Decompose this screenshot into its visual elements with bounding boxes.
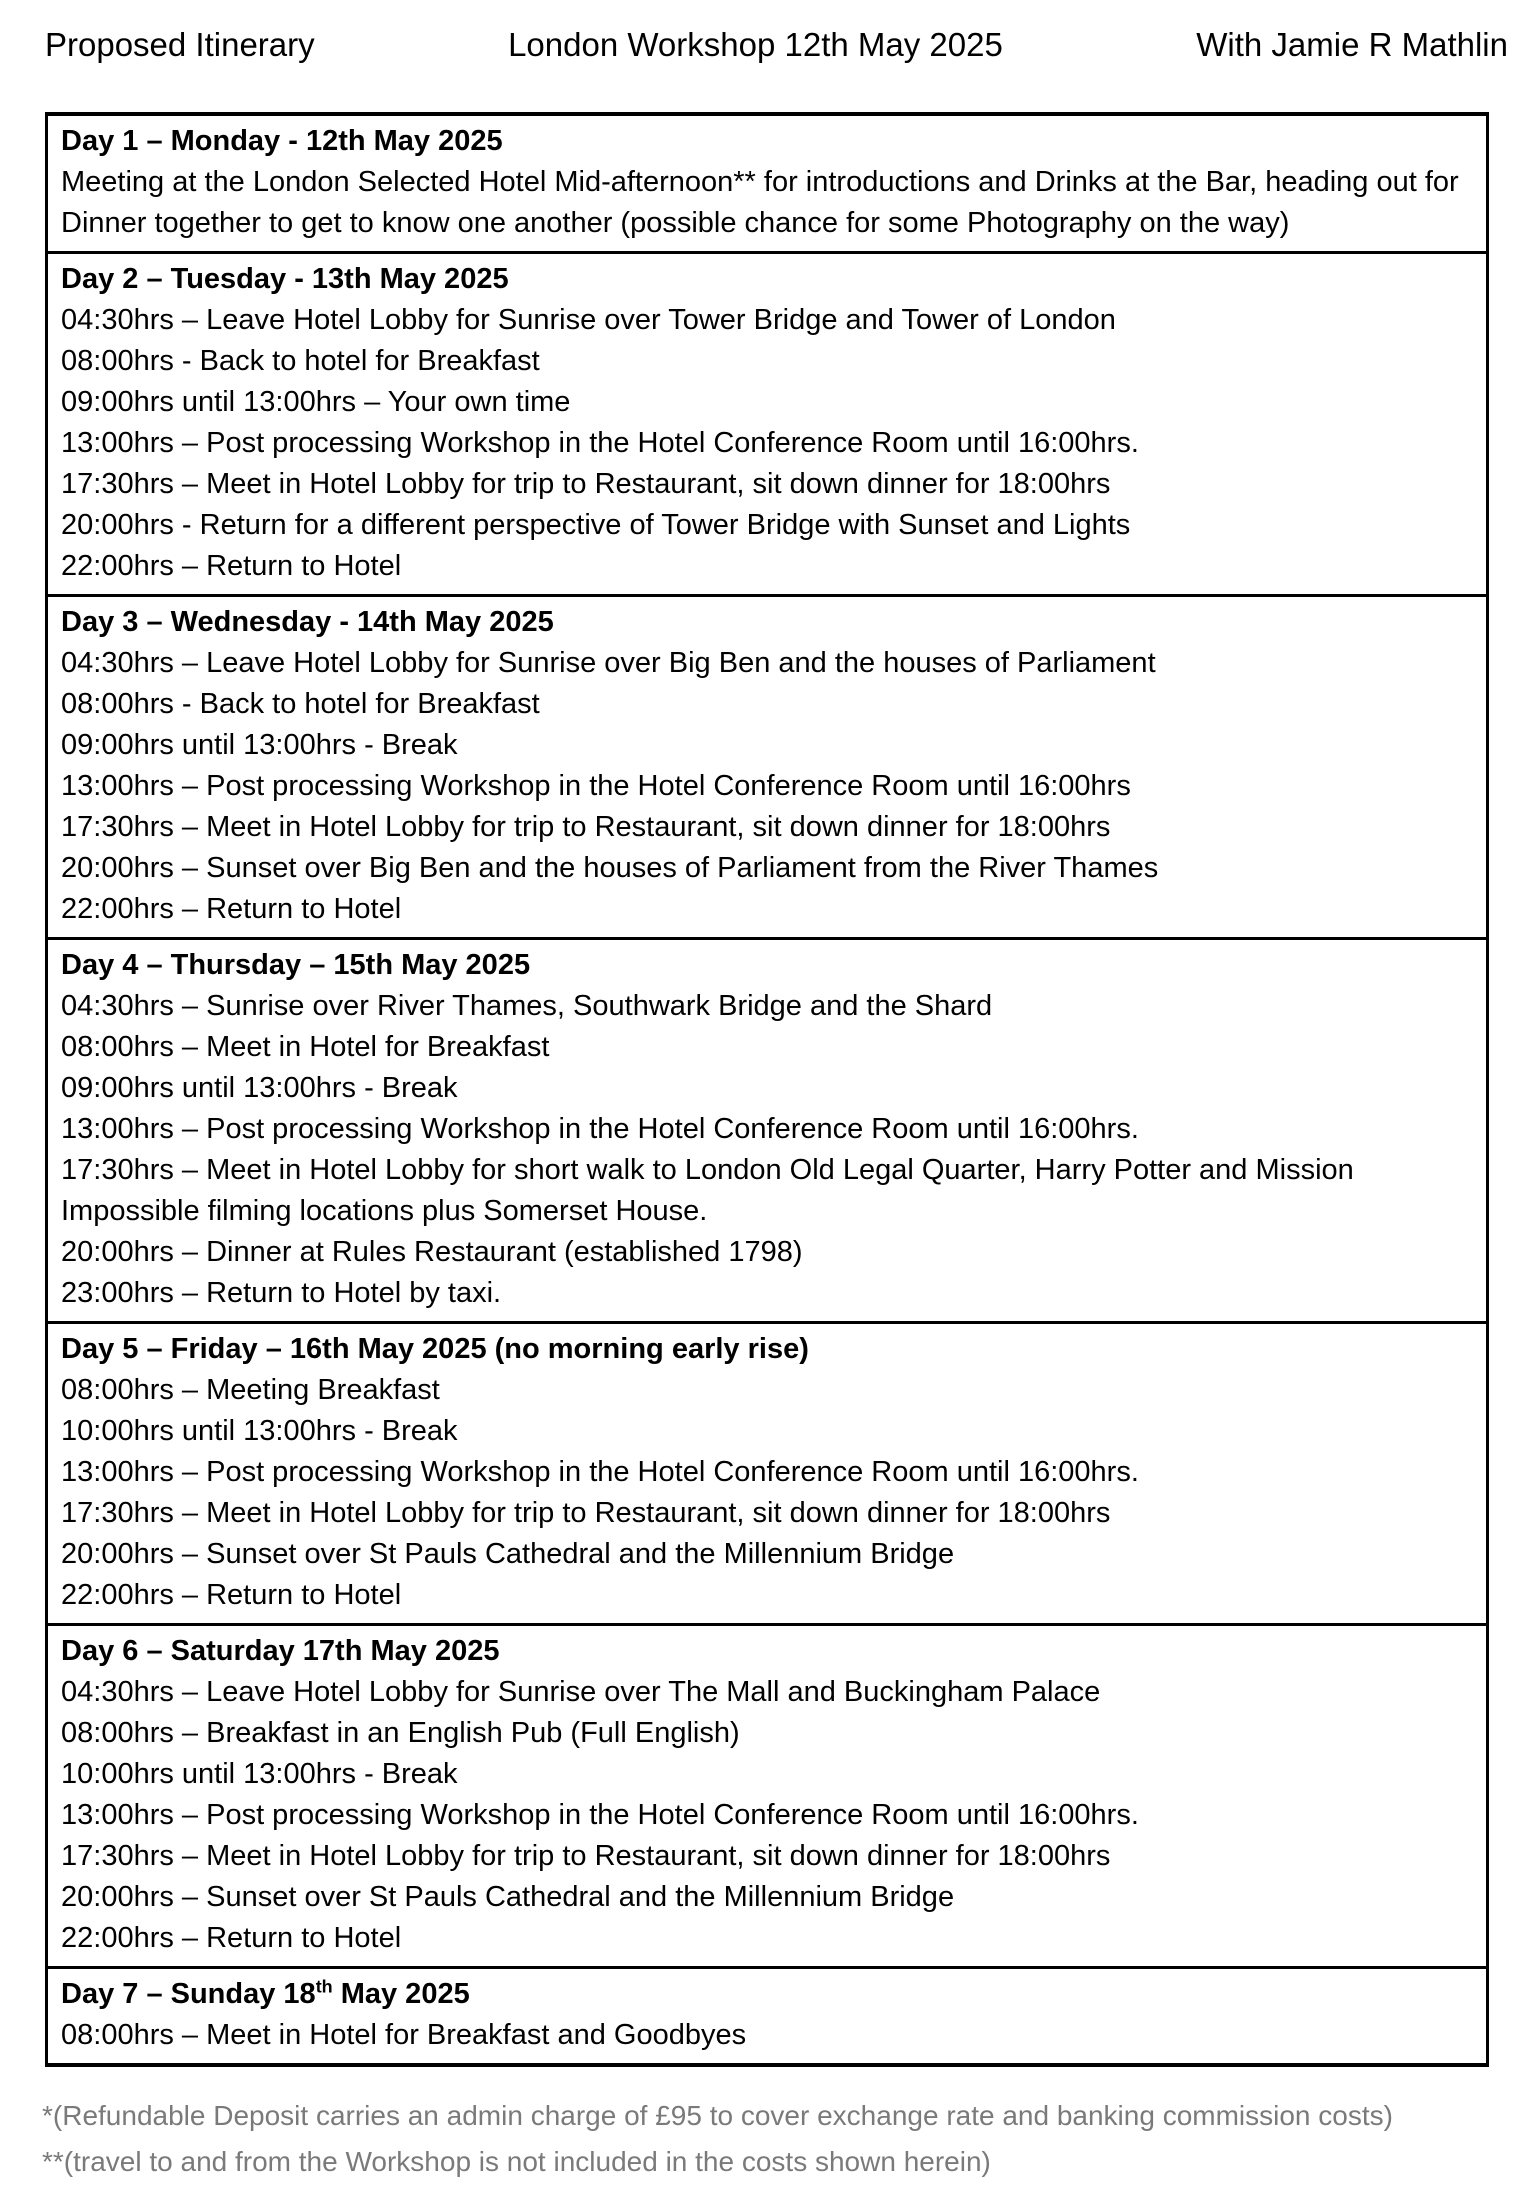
schedule-line: 04:30hrs – Sunrise over River Thames, Southwark Bridge and the Shard	[61, 990, 993, 1022]
schedule-line: 09:00hrs until 13:00hrs – Your own time	[61, 386, 571, 418]
schedule-line: 17:30hrs – Meet in Hotel Lobby for trip to Restaurant, sit down dinner for 18:00hrs	[61, 1497, 1111, 1529]
day-1-section	[48, 116, 1486, 251]
workshop-title: London Workshop 12th May 2025	[508, 26, 1003, 63]
schedule-line: 08:00hrs – Meet in Hotel for Breakfast and Goodbyes	[61, 2019, 747, 2051]
day-4-section	[48, 937, 1486, 1321]
day-7-section	[48, 1966, 1486, 2063]
schedule-line: 08:00hrs – Breakfast in an English Pub (Full English)	[61, 1717, 740, 1749]
schedule-line: 08:00hrs – Meeting Breakfast	[61, 1374, 440, 1406]
workshop-leader-name: With Jamie R Mathlin	[1196, 26, 1508, 63]
document-header	[0, 0, 1528, 64]
day-7-title-prefix: Day 7 – Sunday 18	[61, 1978, 316, 2010]
schedule-line: 20:00hrs – Sunset over Big Ben and the houses of Parliament from the River Thames	[61, 852, 1159, 884]
schedule-line: 20:00hrs – Dinner at Rules Restaurant (established 1798)	[61, 1236, 803, 1268]
footnote-refundable-deposit: *(Refundable Deposit carries an admin charge of £95 to cover exchange rate and banking commission costs)	[42, 2100, 1393, 2131]
schedule-line: 04:30hrs – Leave Hotel Lobby for Sunrise over Big Ben and the houses of Parliament	[61, 647, 1156, 679]
day-7-title-suffix: May 2025	[332, 1978, 470, 2010]
day-4-title: Day 4 – Thursday – 15th May 2025	[61, 949, 531, 981]
schedule-line: 13:00hrs – Post processing Workshop in the Hotel Conference Room until 16:00hrs.	[61, 1456, 1139, 1488]
day-3-section	[48, 594, 1486, 937]
itinerary-table	[45, 112, 1489, 2067]
schedule-line: 13:00hrs – Post processing Workshop in the Hotel Conference Room until 16:00hrs.	[61, 427, 1139, 459]
doc-type-label: Proposed Itinerary	[45, 26, 315, 63]
schedule-line: 17:30hrs – Meet in Hotel Lobby for trip to Restaurant, sit down dinner for 18:00hrs	[61, 468, 1111, 500]
schedule-line: 17:30hrs – Meet in Hotel Lobby for trip to Restaurant, sit down dinner for 18:00hrs	[61, 811, 1111, 843]
schedule-line: 08:00hrs - Back to hotel for Breakfast	[61, 345, 540, 377]
schedule-line: 20:00hrs - Return for a different perspective of Tower Bridge with Sunset and Lights	[61, 509, 1131, 541]
schedule-line: 04:30hrs – Leave Hotel Lobby for Sunrise over Tower Bridge and Tower of London	[61, 304, 1116, 336]
footnote-travel-exclusion: **(travel to and from the Workshop is not included in the costs shown herein)	[42, 2146, 991, 2177]
schedule-line: 20:00hrs – Sunset over St Pauls Cathedral and the Millennium Bridge	[61, 1881, 955, 1913]
day-1-title: Day 1 – Monday - 12th May 2025	[61, 125, 503, 157]
day-5-title: Day 5 – Friday – 16th May 2025 (no morning early rise)	[61, 1333, 809, 1365]
schedule-line: 13:00hrs – Post processing Workshop in the Hotel Conference Room until 16:00hrs.	[61, 1799, 1139, 1831]
schedule-line: 08:00hrs – Meet in Hotel for Breakfast	[61, 1031, 550, 1063]
schedule-line: 23:00hrs – Return to Hotel by taxi.	[61, 1277, 502, 1309]
day-3-title: Day 3 – Wednesday - 14th May 2025	[61, 606, 554, 638]
day-5-section	[48, 1321, 1486, 1623]
day-2-title: Day 2 – Tuesday - 13th May 2025	[61, 263, 509, 295]
day-2-section	[48, 251, 1486, 594]
schedule-line: 17:30hrs – Meet in Hotel Lobby for short walk to London Old Legal Quarter, Harry Potter and Mission Impossible filming locations plus Somerset House.	[61, 1154, 1354, 1227]
day-7-title-ordinal-suffix: th	[315, 1976, 333, 1997]
day-6-title: Day 6 – Saturday 17th May 2025	[61, 1635, 500, 1667]
day-1-description: Meeting at the London Selected Hotel Mid-afternoon** for introductions and Drinks at the Bar, heading out for Dinner together to get to know one another (possible chance for some Photography on the way)	[61, 166, 1459, 239]
schedule-line: 20:00hrs – Sunset over St Pauls Cathedral and the Millennium Bridge	[61, 1538, 955, 1570]
schedule-line: 13:00hrs – Post processing Workshop in the Hotel Conference Room until 16:00hrs	[61, 770, 1131, 802]
schedule-line: 09:00hrs until 13:00hrs - Break	[61, 729, 458, 761]
schedule-line: 04:30hrs – Leave Hotel Lobby for Sunrise over The Mall and Buckingham Palace	[61, 1676, 1101, 1708]
footnotes	[42, 2093, 1508, 2185]
schedule-line: 10:00hrs until 13:00hrs - Break	[61, 1758, 458, 1790]
schedule-line: 22:00hrs – Return to Hotel	[61, 1922, 402, 1954]
schedule-line: 22:00hrs – Return to Hotel	[61, 550, 402, 582]
day-7-title	[61, 1974, 1473, 2015]
schedule-line: 13:00hrs – Post processing Workshop in the Hotel Conference Room until 16:00hrs.	[61, 1113, 1139, 1145]
schedule-line: 22:00hrs – Return to Hotel	[61, 1579, 402, 1611]
schedule-line: 08:00hrs - Back to hotel for Breakfast	[61, 688, 540, 720]
schedule-line: 22:00hrs – Return to Hotel	[61, 893, 402, 925]
day-6-section	[48, 1623, 1486, 1966]
schedule-line: 17:30hrs – Meet in Hotel Lobby for trip to Restaurant, sit down dinner for 18:00hrs	[61, 1840, 1111, 1872]
schedule-line: 10:00hrs until 13:00hrs - Break	[61, 1415, 458, 1447]
schedule-line: 09:00hrs until 13:00hrs - Break	[61, 1072, 458, 1104]
